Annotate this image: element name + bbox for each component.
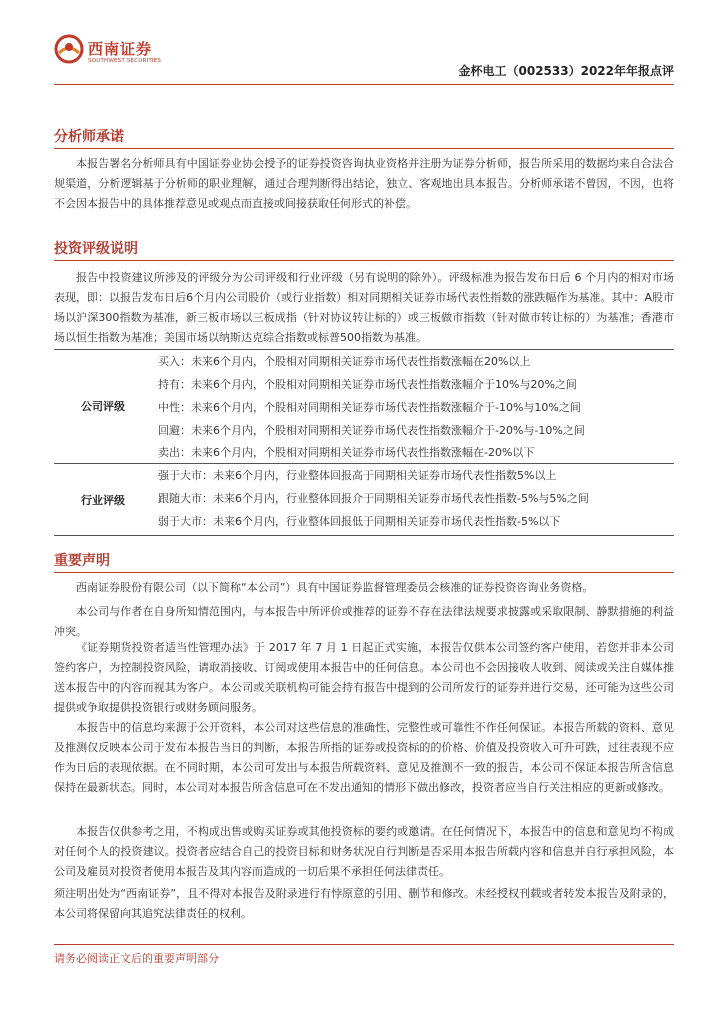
disclaimer-section-divider xyxy=(54,572,674,573)
analyst-section-divider xyxy=(54,148,674,149)
company-rating-row: 卖出：未来6个月内，个股相对同期相关证券市场代表性指数涨幅在-20%以下 xyxy=(158,446,535,459)
disclaimer-paragraph: 本报告仅供参考之用，不构成出售或购买证券或其他投资标的要约或邀请。在任何情况下，本报告中的信息和意见均不构成对任何个人的投资建议。投资者应结合自己的投资目标和财务状况自行判断是否采用本报告所载内容和信息并自行承担风险，本公司及雇员对投资者使用本报告及其内容而造成的一切后果不承担任何法律责任。 xyxy=(54,825,674,878)
disclaimer-paragraph: 本公司与作者在自身所知情范围内，与本报告中所评价或推荐的证券不存在法律法规要求披露或采取限制、静默措施的利益冲突。 xyxy=(54,605,674,638)
analyst-body: 本报告署名分析师具有中国证券业协会授予的证券投资咨询执业资格并注册为证券分析师，报告所采用的数据均来自合法合规渠道，分析逻辑基于分析师的职业理解，通过合理判断得出结论，独立、客观地出具本报告。分析师承诺不曾因，不因，也将不会因本报告中的具体推荐意见或观点而直接或间接获取任何形式的补偿。 xyxy=(54,157,674,210)
company-logo xyxy=(54,34,164,74)
company-rating-label: 公司评级 xyxy=(81,400,125,413)
report-title: 金杯电工（002533）2022年年报点评 xyxy=(458,64,674,78)
industry-rating-row: 强于大市：未来6个月内，行业整体回报高于同期相关证券市场代表性指数5%以上 xyxy=(158,469,557,482)
industry-rating-row: 跟随大市：未来6个月内，行业整体回报介于同期相关证券市场代表性指数-5%与5%之间 xyxy=(158,492,589,505)
industry-rating-row: 弱于大市：未来6个月内，行业整体回报低于同期相关证券市场代表性指数-5%以下 xyxy=(158,515,561,528)
rating-section-divider xyxy=(54,260,674,261)
industry-rating-group xyxy=(54,463,674,535)
rating-table-bottom-rule xyxy=(54,535,674,536)
company-rating-row: 中性：未来6个月内，个股相对同期相关证券市场代表性指数涨幅介于-10%与10%之间 xyxy=(158,401,581,414)
industry-rating-label: 行业评级 xyxy=(81,494,125,507)
logo-text-en: SOUTHWEST SECURITIES xyxy=(88,58,162,64)
company-rating-row: 买入：未来6个月内，个股相对同期相关证券市场代表性指数涨幅在20%以上 xyxy=(158,355,531,368)
disclaimer-paragraph: 西南证券股份有限公司（以下简称“本公司”）具有中国证券监督管理委员会核准的证券投资咨询业务资格。 xyxy=(76,581,594,594)
company-rating-group xyxy=(54,349,674,462)
page-header xyxy=(54,34,674,88)
analyst-section-title: 分析师承诺 xyxy=(54,129,124,145)
disclaimer-paragraph: 本报告中的信息均来源于公开资料，本公司对这些信息的准确性、完整性或可靠性不作任何保证。本报告所载的资料、意见及推测仅反映本公司于发布本报告当日的判断，本报告所指的证券或投资标的的价格、价值及投资收入可升可跌，过往表现不应作为日后的表现依据。在不同时期，本公司可发出与本报告所载资料、意见及推测不一致的报告，本公司不保证本报告所含信息保持在最新状态。同时，本公司对本报告所含信息可在不发出通知的情形下做出修改，投资者应当自行关注相应的更新或修改。 xyxy=(54,721,674,794)
footer-note: 请务必阅读正文后的重要声明部分 xyxy=(54,952,219,965)
company-rating-row: 回避：未来6个月内，个股相对同期相关证券市场代表性指数涨幅介于-20%与-10%之间 xyxy=(158,424,585,437)
company-rating-row: 持有：未来6个月内，个股相对同期相关证券市场代表性指数涨幅介于10%与20%之间 xyxy=(158,378,577,391)
rating-intro: 报告中投资建议所涉及的评级分为公司评级和行业评级（另有说明的除外）。评级标准为报告发布日后 6 个月内的相对市场表现，即：以报告发布日后6个月内公司股价（或行业指数）相对同期相关证券市场代表性指数的涨跌幅作为基准。其中：A股市场以沪深300指数为基准，新三板市场以三板成指（针对协议转让标的）或三板做市指数（针对做市转让标的）为基准；香港市场以恒生指数为基准；美国市场以纳斯达克综合指数或标普500指数为基准。 xyxy=(54,271,674,344)
disclaimer-section-title: 重要声明 xyxy=(54,553,110,569)
footer-divider xyxy=(54,944,674,945)
disclaimer-paragraph: 须注明出处为“西南证券”，且不得对本报告及附录进行有悖原意的引用、删节和修改。未经授权刊载或者转发本报告及附录的，本公司将保留向其追究法律责任的权利。 xyxy=(54,887,674,920)
disclaimer-paragraph: 《证券期货投资者适当性管理办法》于 2017 年 7 月 1 日起正式实施，本报告仅供本公司签约客户使用，若您并非本公司签约客户，为控制投资风险，请取消接收、订阅或使用本报告中的任何信息。本公司也不会因接收人收到、阅读或关注自媒体推送本报告中的内容而视其为客户。本公司或关联机构可能会持有报告中提到的公司所发行的证券并进行交易，还可能为这些公司提供或争取提供投资银行或财务顾问服务。 xyxy=(54,641,674,714)
logo-text-cn: 西南证券 xyxy=(88,40,153,58)
rating-section-title: 投资评级说明 xyxy=(54,241,138,257)
header-divider xyxy=(54,84,674,85)
logo-mark-icon xyxy=(54,34,84,64)
